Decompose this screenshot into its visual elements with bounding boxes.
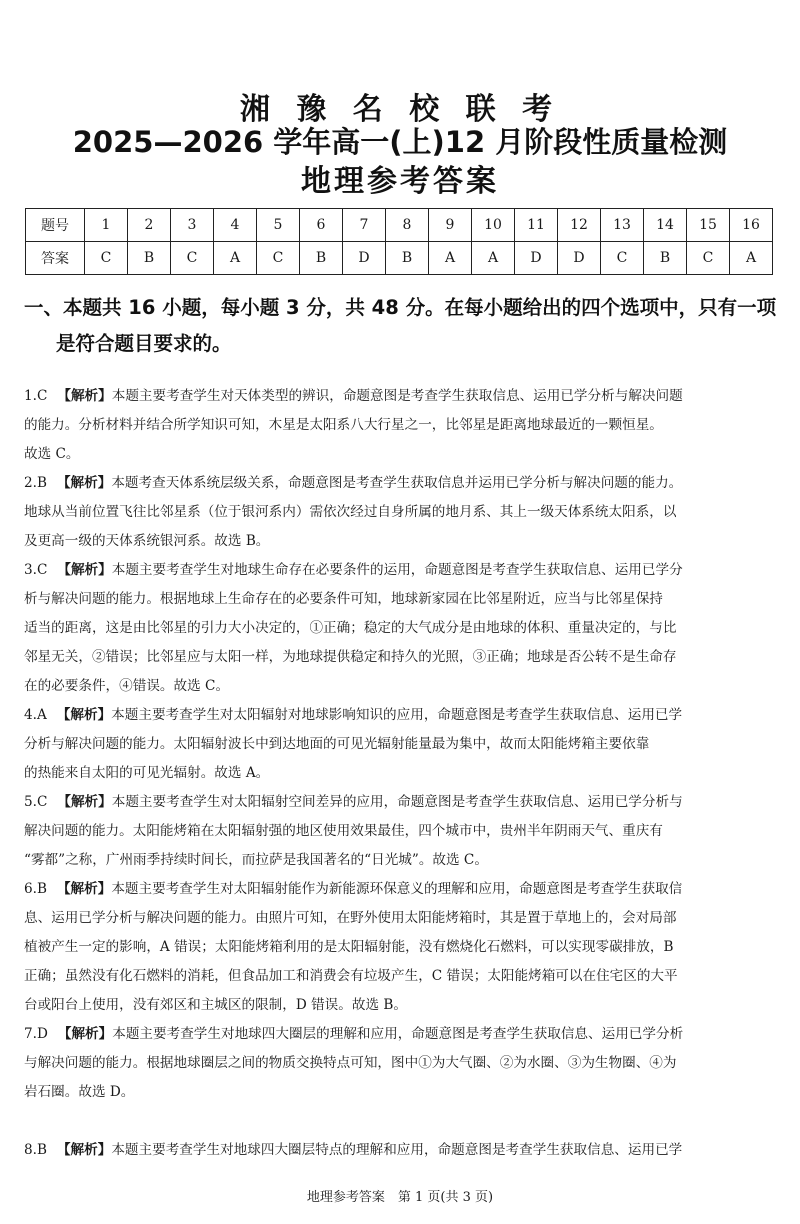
explanation-text: 本题主要考查学生对太阳辐射空间差异的应用，命题意图是考查学生获取信息、运用已学分析与 (111, 794, 683, 810)
question-number-cell: 9 (429, 209, 472, 242)
answer-cell: C (85, 242, 128, 275)
explanation-text: 及更高一级的天体系统银河系。故选 B。 (24, 533, 270, 549)
explanation-text: “雾都”之称，广州雨季持续时间长，而拉萨是我国著名的“日光城”。故选 C。 (24, 852, 488, 868)
question-number-cell: 8 (386, 209, 429, 242)
explanation-text: 分析与解决问题的能力。太阳辐射波长中到达地面的可见光辐射能量最为集中，故而太阳能烤箱主要依靠 (24, 736, 650, 752)
question-number-cell: 15 (687, 209, 730, 242)
answer-cell: C (601, 242, 644, 275)
explanation-line (24, 730, 780, 759)
explanation-line (24, 846, 780, 875)
explanation-text: 在的必要条件，④错误。故选 C。 (24, 678, 230, 694)
answer-cell: A (214, 242, 257, 275)
explanation-line (24, 382, 780, 411)
question-number-cell: 7 (343, 209, 386, 242)
question-explanation (24, 875, 780, 1020)
question-number-cell: 6 (300, 209, 343, 242)
answer-cell: B (300, 242, 343, 275)
exam-union-title: 湘 豫 名 校 联 考 (239, 92, 561, 127)
explanation-line (24, 585, 780, 614)
analysis-tag: 【解析】 (57, 562, 112, 578)
answer-cell: C (171, 242, 214, 275)
question-explanation (24, 556, 780, 701)
question-number-cell: 10 (472, 209, 515, 242)
explanation-text: 本题主要考查学生对天体类型的辨识，命题意图是考查学生获取信息、运用已学分析与解决问题 (111, 388, 683, 404)
explanation-text: 本题主要考查学生对地球四大圈层的理解和应用，命题意图是考查学生获取信息、运用已学分析 (112, 1026, 684, 1042)
explanation-text: 本题主要考查学生对地球生命存在必要条件的运用，命题意图是考查学生获取信息、运用已学分 (111, 562, 683, 578)
analysis-tag: 【解析】 (56, 1142, 112, 1158)
explanation-line (24, 440, 780, 469)
question-number: 3.C (24, 562, 48, 578)
explanation-text: 本题主要考查学生对地球四大圈层特点的理解和应用，命题意图是考查学生获取信息、运用已学 (111, 1142, 683, 1158)
explanation-line (24, 817, 780, 846)
explanation-text: 本题主要考查学生对太阳辐射能作为新能源环保意义的理解和应用，命题意图是考查学生获取信 (111, 881, 683, 897)
exam-name-title: 2025—2026 学年高一(上)12 月阶段性质量检测 (72, 125, 728, 159)
question-number-cell: 12 (558, 209, 601, 242)
explanation-line (24, 933, 780, 962)
answer-cell: C (687, 242, 730, 275)
explanation-line (24, 759, 780, 788)
answer-cell: A (472, 242, 515, 275)
explanation-text: 故选 C。 (24, 446, 80, 462)
explanation-line (24, 411, 780, 440)
analysis-tag: 【解析】 (56, 475, 112, 491)
explanation-text: 析与解决问题的能力。根据地球上生命存在的必要条件可知，地球新家园在比邻星附近，应当与比邻星保持 (24, 591, 663, 607)
question-explanation (24, 1020, 780, 1107)
explanation-text: 解决问题的能力。太阳能烤箱在太阳辐射强的地区使用效果最佳，四个城市中，贵州半年阴雨天气、重庆有 (24, 823, 663, 839)
explanation-text: 正确；虽然没有化石燃料的消耗，但食品加工和消费会有垃圾产生，C 错误；太阳能烤箱可以在住宅区的大平 (24, 968, 678, 984)
answer-cell: A (429, 242, 472, 275)
question-number-cell: 4 (214, 209, 257, 242)
question-number-cell: 16 (730, 209, 773, 242)
explanation-line (24, 643, 780, 672)
answer-cell: B (386, 242, 429, 275)
explanation-text: 本题考查天体系统层级关系，命题意图是考查学生获取信息并运用已学分析与解决问题的能力。 (111, 475, 683, 491)
answer-cell: D (343, 242, 386, 275)
question-number: 4.A (24, 707, 47, 723)
question-explanation (24, 701, 780, 788)
question-number: 5.C (24, 794, 48, 810)
explanation-line (24, 469, 780, 498)
question-number: 7.D (24, 1026, 48, 1042)
explanation-text: 与解决问题的能力。根据地球圈层之间的物质交换特点可知，图中①为大气圈、②为水圈、③为生物圈、④为 (24, 1055, 677, 1071)
explanation-line (24, 991, 780, 1020)
explanation-line (24, 1078, 780, 1107)
explanation-text: 台或阳台上使用，没有郊区和主城区的限制，D 错误。故选 B。 (24, 997, 407, 1013)
explanation-line (24, 875, 780, 904)
question-number: 8.B (24, 1142, 47, 1158)
analysis-tag: 【解析】 (56, 881, 112, 897)
analysis-tag: 【解析】 (56, 707, 112, 723)
explanation-text: 本题主要考查学生对太阳辐射对地球影响知识的应用，命题意图是考查学生获取信息、运用已学 (111, 707, 683, 723)
question-number-cell: 14 (644, 209, 687, 242)
question-number: 1.C (24, 388, 48, 404)
question-explanation (24, 788, 780, 875)
explanation-line (24, 1136, 780, 1165)
explanation-text: 岩石圈。故选 D。 (24, 1084, 135, 1100)
page-footer: 地理参考答案 第 1 页(共 3 页) (306, 1190, 494, 1205)
question-number: 2.B (24, 475, 47, 491)
explanation-line (24, 788, 780, 817)
question-number-cell: 5 (257, 209, 300, 242)
question-number-cell: 11 (515, 209, 558, 242)
explanation-line (24, 556, 780, 585)
question-explanation (24, 469, 780, 556)
explanation-line (24, 527, 780, 556)
explanation-line (24, 614, 780, 643)
answer-cell: B (128, 242, 171, 275)
question-number-header: 题号 (26, 209, 85, 242)
question-number: 6.B (24, 881, 47, 897)
explanation-line (24, 672, 780, 701)
answer-cell: C (257, 242, 300, 275)
question-number-cell: 3 (171, 209, 214, 242)
answer-row (26, 242, 773, 275)
analysis-tag: 【解析】 (57, 388, 112, 404)
answer-cell: B (644, 242, 687, 275)
answer-header: 答案 (26, 242, 85, 275)
explanation-line (24, 1020, 780, 1049)
explanation-text: 息、运用已学分析与解决问题的能力。由照片可知，在野外使用太阳能烤箱时，其是置于草地上的，会对局部 (24, 910, 677, 926)
explanation-line (24, 1049, 780, 1078)
explanation-line (24, 701, 780, 730)
question-number-cell: 13 (601, 209, 644, 242)
answer-cell: D (558, 242, 601, 275)
analysis-tag: 【解析】 (57, 794, 112, 810)
question-number-cell: 1 (85, 209, 128, 242)
explanation-text: 地球从当前位置飞往比邻星系（位于银河系内）需依次经过自身所属的地月系、其上一级天体系统太阳系，以 (24, 504, 677, 520)
explanation-text: 植被产生一定的影响，A 错误；太阳能烤箱利用的是太阳辐射能，没有燃烧化石燃料，可以实现零碳排放，B (24, 939, 674, 955)
explanation-line (24, 904, 780, 933)
question-explanation (24, 1136, 780, 1165)
explanation-text: 的热能来自太阳的可见光辐射。故选 A。 (24, 765, 270, 781)
answer-key-title: 地理参考答案 (301, 164, 499, 199)
question-number-row (26, 209, 773, 242)
explanation-line (24, 498, 780, 527)
answer-cell: D (515, 242, 558, 275)
explanation-text: 的能力。分析材料并结合所学知识可知，木星是太阳系八大行星之一，比邻星是距离地球最近的一颗恒星。 (24, 417, 663, 433)
analysis-tag: 【解析】 (57, 1026, 113, 1042)
answer-cell: A (730, 242, 773, 275)
explanation-text: 邻星无关，②错误；比邻星应与太阳一样，为地球提供稳定和持久的光照，③正确；地球是否公转不是生命存 (24, 649, 677, 665)
section-heading-line1: 一、本题共 16 小题，每小题 3 分，共 48 分。在每小题给出的四个选项中，只有一项 (24, 296, 777, 319)
answer-table (25, 208, 773, 275)
section-heading-line2: 是符合题目要求的。 (56, 332, 232, 355)
question-number-cell: 2 (128, 209, 171, 242)
explanation-text: 适当的距离，这是由比邻星的引力大小决定的，①正确；稳定的大气成分是由地球的体积、重量决定的，与比 (24, 620, 677, 636)
question-explanation (24, 382, 780, 469)
explanation-line (24, 962, 780, 991)
